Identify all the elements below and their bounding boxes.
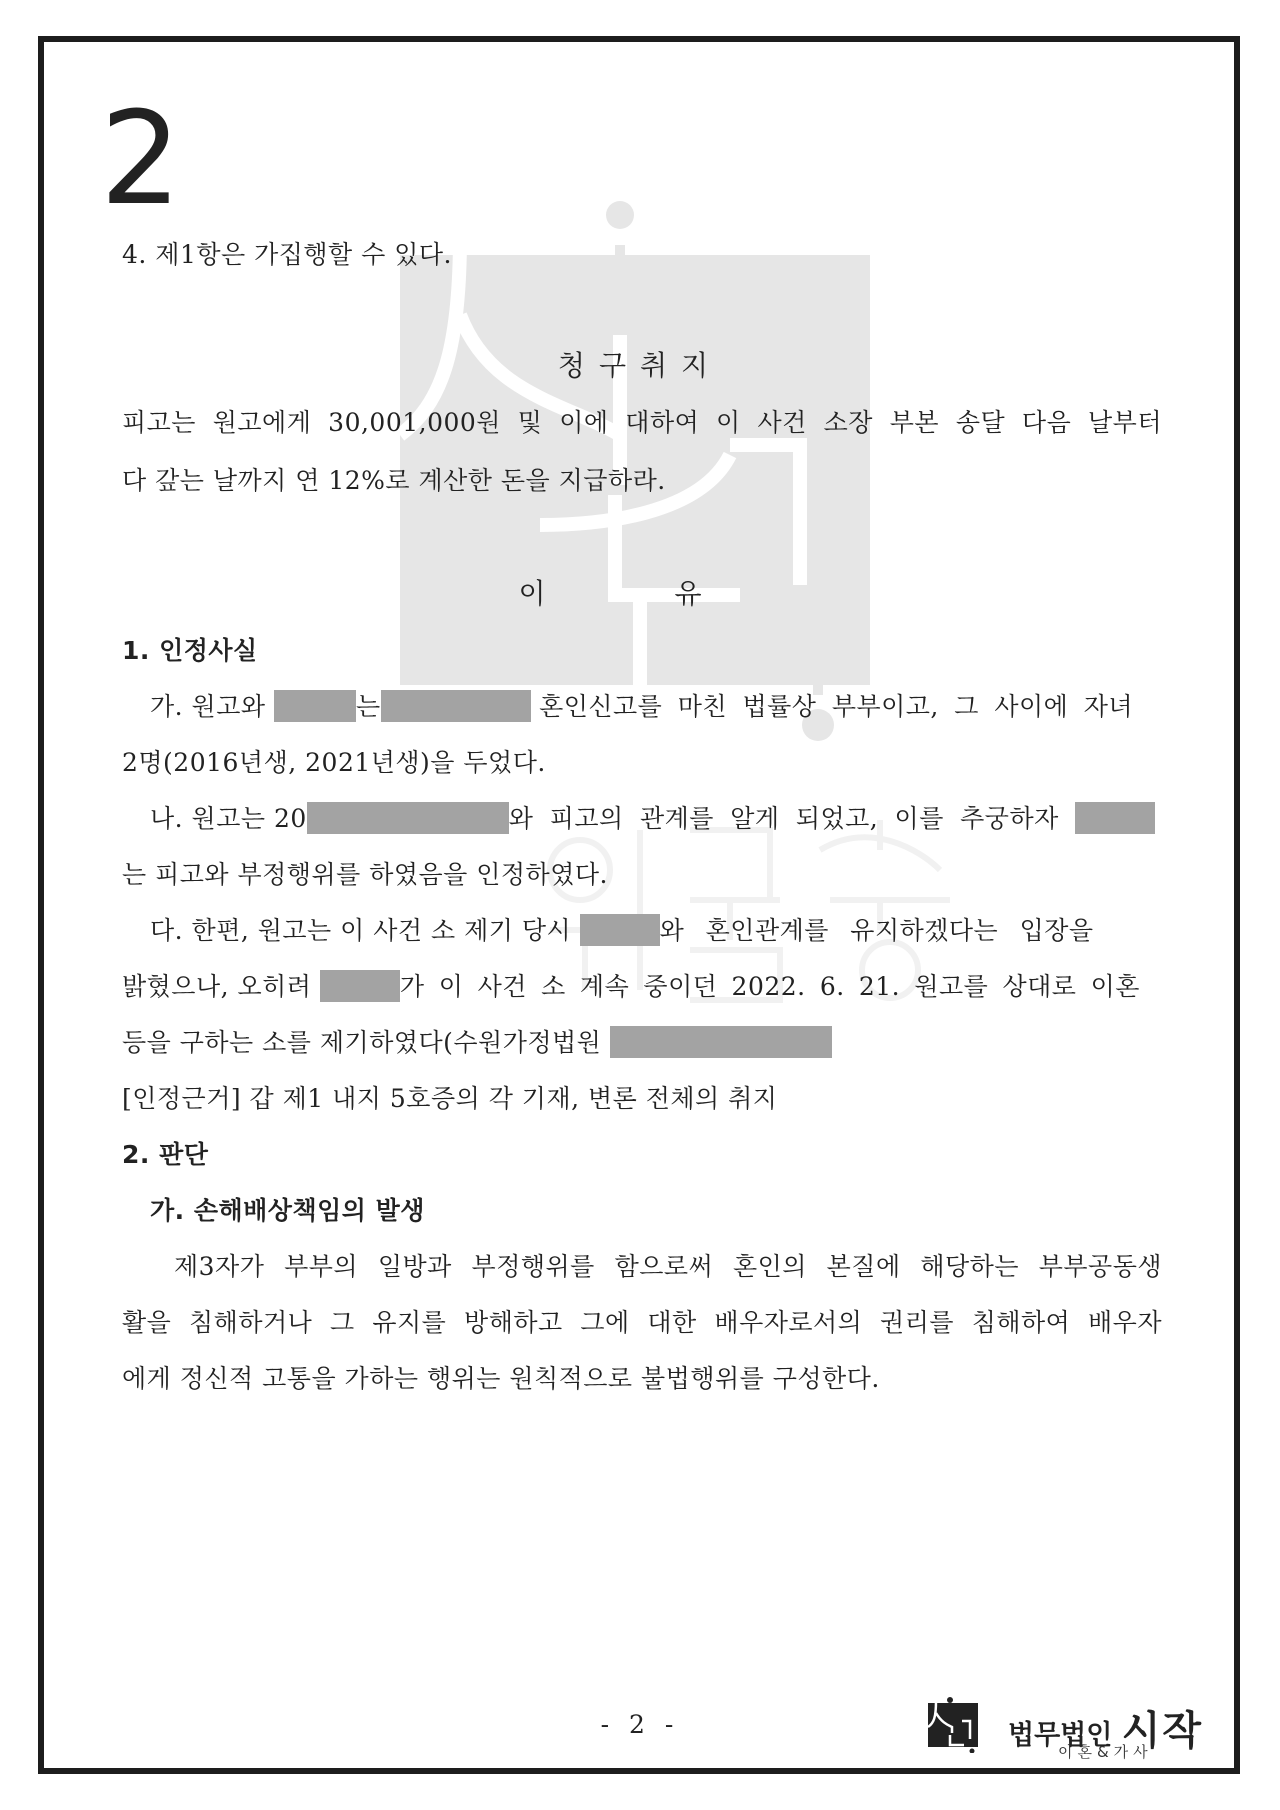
footer-page-number: - 2 -	[600, 1710, 680, 1739]
firm-subtitle: 이혼&가사	[1058, 1743, 1153, 1761]
paragraph-1b-prefix: 나. 원고는 20	[150, 804, 307, 833]
paragraph-1c-line-3	[122, 1026, 1162, 1060]
reason-heading: 이 유	[518, 577, 762, 610]
paragraph-2a-line-3: 에게 정신적 고통을 가하는 행위는 원칙적으로 불법행위를 구성한다.	[122, 1364, 880, 1393]
paragraph-1a-line-1	[150, 690, 1162, 724]
section-2a-title: 가. 손해배상책임의 발생	[150, 1196, 425, 1225]
firm-name-prefix: 법무법인	[1008, 1720, 1113, 1751]
claim-line-1: 피고는 원고에게 30,001,000원 및 이에 대하여 이 사건 소장 부본 송달 다음 날부터	[122, 408, 1162, 437]
redaction-box	[1075, 802, 1155, 834]
paragraph-1a-rest: 혼인신고를 마친 법률상 부부이고, 그 사이에 자녀	[539, 692, 1134, 721]
paragraph-1c-rest: 와 혼인관계를 유지하겠다는 입장을	[659, 916, 1094, 945]
paragraph-1c-line-2-prefix: 밝혔으나, 오히려	[122, 972, 312, 1001]
paragraph-1c-line-3-text: 등을 구하는 소를 제기하였다(수원가정법원	[122, 1028, 602, 1057]
claim-heading: 청구취지	[557, 349, 723, 382]
paragraph-1a-prefix: 가. 원고와	[150, 692, 266, 721]
section-1-title: 1. 인정사실	[122, 636, 258, 665]
paragraph-1c-line-2-rest: 가 이 사건 소 계속 중이던 2022. 6. 21. 원고를 상대로 이혼	[399, 972, 1140, 1001]
paragraph-1a-line-2: 2명(2016년생, 2021년생)을 두었다.	[122, 748, 546, 777]
paragraph-1a-mid: 는	[355, 692, 381, 721]
paragraph-1b-line-2: 는 피고와 부정행위를 하였음을 인정하였다.	[122, 860, 608, 889]
page-number-large: 2	[100, 85, 182, 234]
redaction-box	[580, 914, 660, 946]
redaction-box	[610, 1026, 832, 1058]
paragraph-1b-rest: 와 피고의 관계를 알게 되었고, 이를 추궁하자	[508, 804, 1059, 833]
section-2-title: 2. 판단	[122, 1140, 209, 1169]
paragraph-2a-line-2: 활을 침해하거나 그 유지를 방해하고 그에 대한 배우자로서의 권리를 침해하여 배우자	[122, 1308, 1162, 1337]
paragraph-1c-line-2	[122, 970, 1162, 1004]
redaction-box	[320, 970, 400, 1002]
claim-line-2: 다 갚는 날까지 연 12%로 계산한 돈을 지급하라.	[122, 466, 666, 495]
item-4: 4. 제1항은 가집행할 수 있다.	[122, 240, 452, 269]
paragraph-1b-line-1	[150, 802, 1162, 836]
evidence-line: [인정근거] 갑 제1 내지 5호증의 각 기재, 변론 전체의 취지	[122, 1084, 778, 1113]
redaction-box	[307, 802, 509, 834]
redaction-box	[274, 690, 356, 722]
paragraph-1c-prefix: 다. 한편, 원고는 이 사건 소 제기 당시	[150, 916, 572, 945]
redaction-box	[381, 690, 531, 722]
paragraph-2a-line-1: 제3자가 부부의 일방과 부정행위를 함으로써 혼인의 본질에 해당하는 부부공동생	[174, 1252, 1162, 1281]
paragraph-1c-line-1	[150, 914, 1162, 948]
firm-name-main: 시작	[1121, 1708, 1204, 1754]
